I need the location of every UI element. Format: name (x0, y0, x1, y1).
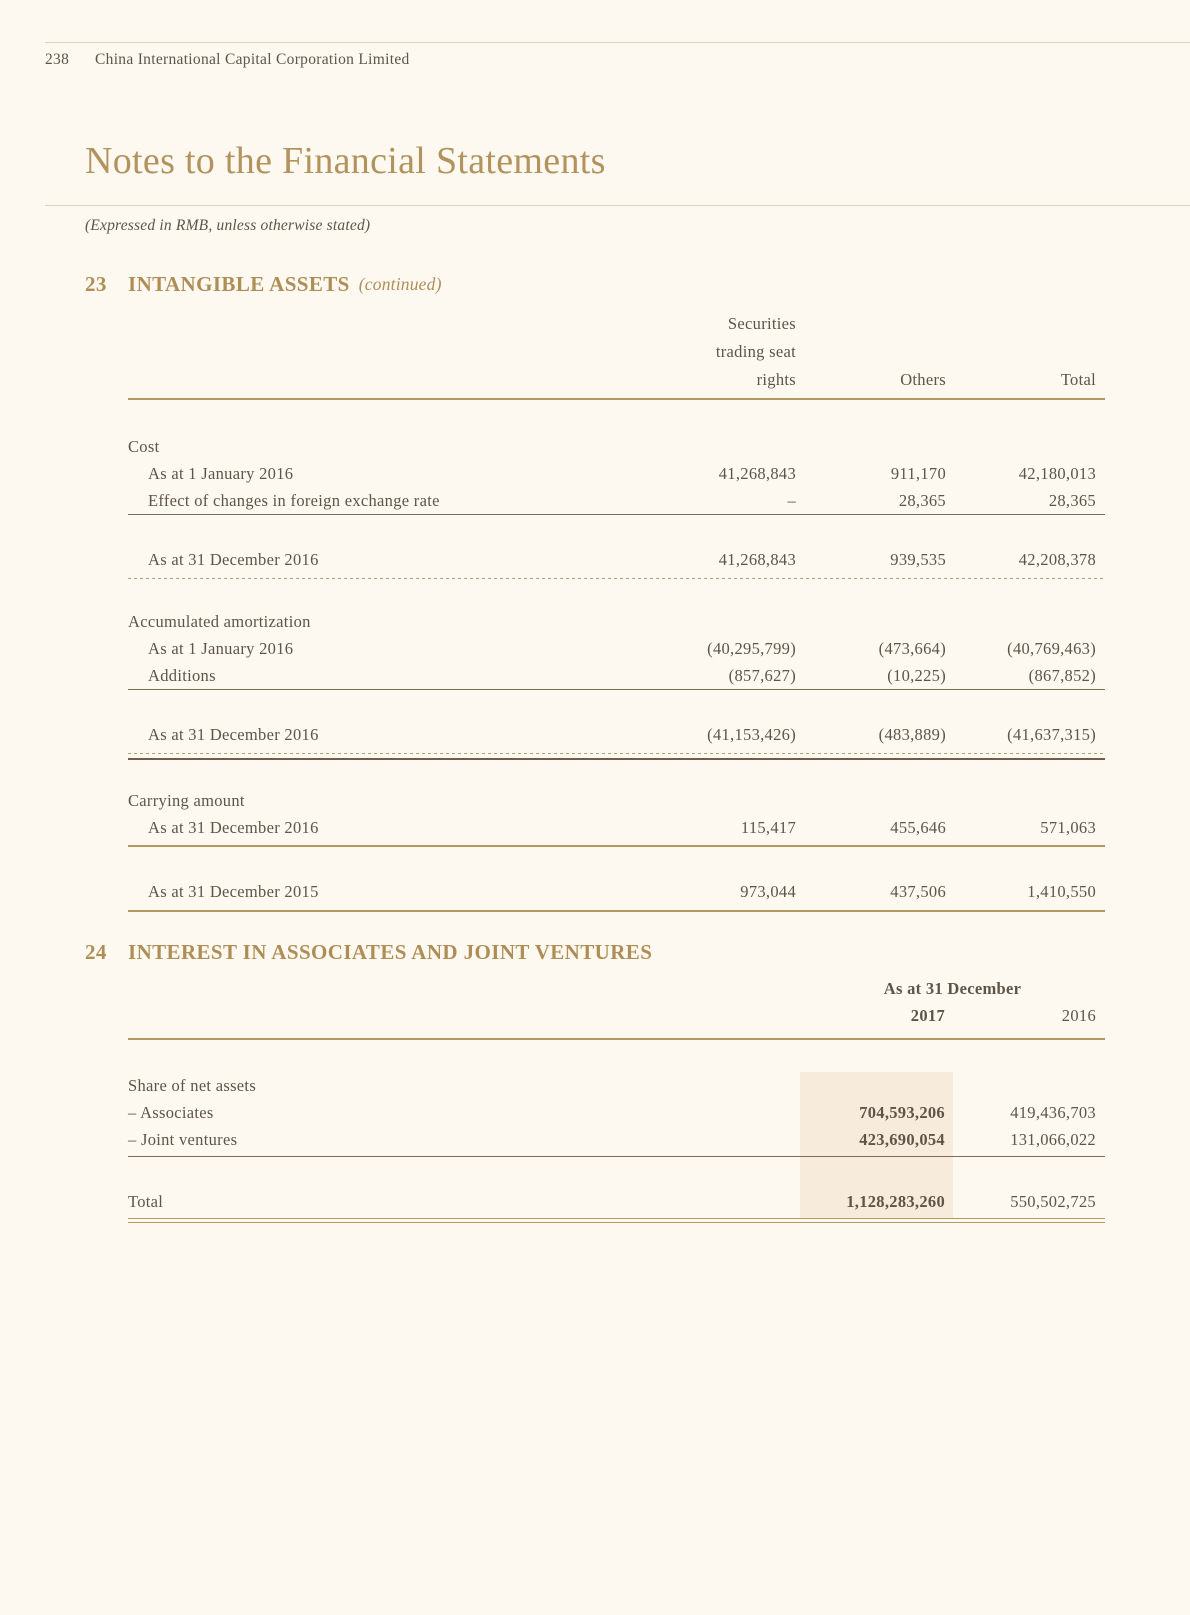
row-label: As at 31 December 2016 (148, 725, 319, 744)
cell-securities: 115,417 (740, 818, 796, 837)
row-label: As at 31 December 2016 (148, 550, 319, 569)
table-row (128, 1126, 1105, 1153)
document-title: Notes to the Financial Statements (85, 140, 606, 182)
row-label: As at 31 December 2016 (148, 818, 319, 837)
cell-others: 911,170 (890, 464, 946, 483)
dashed-rule (128, 578, 1105, 579)
table-column-headers (128, 310, 1105, 398)
cell-others: 437,506 (890, 882, 946, 901)
cell-others: (473,664) (878, 639, 946, 658)
cell-total: 571,063 (1040, 818, 1096, 837)
row-label: As at 31 December 2015 (148, 882, 319, 901)
subtotal-row (128, 546, 1105, 573)
table-header-rule (128, 1038, 1105, 1040)
section-title: INTANGIBLE ASSETS (128, 272, 350, 296)
cell-total: 42,180,013 (1018, 464, 1096, 483)
cell-total: (867,852) (1028, 666, 1096, 685)
table-row (128, 635, 1105, 662)
total-row (128, 1188, 1105, 1215)
col-header-2016: 2016 (1061, 1006, 1096, 1025)
cell-total: (41,637,315) (1007, 725, 1096, 744)
cell-2017: 423,690,054 (859, 1130, 945, 1149)
page-top-rule (45, 42, 1190, 43)
page-header (45, 51, 410, 69)
row-label: – Joint ventures (128, 1130, 238, 1149)
row-label: Effect of changes in foreign exchange rate (148, 491, 440, 510)
col-header-others: Others (900, 370, 946, 389)
section-number: 24 (85, 940, 107, 964)
table-header-rule (128, 398, 1105, 400)
table-row (128, 814, 1105, 841)
col-header-2017: 2017 (910, 1006, 945, 1025)
section-continued-label: (continued) (358, 274, 442, 294)
section-title: INTEREST IN ASSOCIATES AND JOINT VENTURES (128, 940, 653, 964)
section-23-heading (85, 272, 442, 297)
row-label: – Associates (128, 1103, 214, 1122)
table-bottom-double-rule (128, 1218, 1105, 1223)
cell-2016: 419,436,703 (1010, 1103, 1096, 1122)
row-label: Share of net assets (128, 1076, 257, 1095)
group-label-row (128, 608, 1105, 635)
intangible-assets-table (128, 310, 1105, 912)
cell-2017: 1,128,283,260 (846, 1192, 945, 1211)
cell-securities: – (787, 491, 796, 510)
row-rule (128, 514, 1105, 515)
subtotal-row (128, 721, 1105, 748)
cell-2016: 131,066,022 (1010, 1130, 1096, 1149)
cell-others: (10,225) (887, 666, 946, 685)
section-number: 23 (85, 272, 107, 296)
cell-others: 455,646 (890, 818, 946, 837)
currency-note: (Expressed in RMB, unless otherwise stated) (85, 217, 371, 234)
associates-joint-ventures-table (128, 975, 1105, 1223)
table-row (128, 487, 1105, 514)
row-label: Carrying amount (128, 791, 245, 810)
table-row (128, 1099, 1105, 1126)
section-end-rule (128, 758, 1105, 760)
section-24-heading (85, 940, 652, 965)
label-column-spacer (128, 1002, 800, 1029)
row-label: Cost (128, 437, 160, 456)
cell-others: (483,889) (878, 725, 946, 744)
title-underline-rule (45, 205, 1190, 206)
row-label: Accumulated amortization (128, 612, 311, 631)
table-row (128, 662, 1105, 689)
row-label: As at 1 January 2016 (148, 639, 294, 658)
year-header-row (128, 1002, 1105, 1029)
cell-securities: (41,153,426) (707, 725, 796, 744)
cell-securities: 41,268,843 (718, 464, 796, 483)
cell-securities: 973,044 (740, 882, 796, 901)
cell-securities: (857,627) (728, 666, 796, 685)
date-spanner-row (128, 975, 1105, 1002)
col-header-securities-trading-seat-rights: Securities trading seat rights (715, 314, 796, 389)
cell-total: 1,410,550 (1027, 882, 1096, 901)
group-label-row (128, 787, 1105, 814)
row-label: Additions (148, 666, 216, 685)
cell-securities: 41,268,843 (718, 550, 796, 569)
col-header-total: Total (1060, 370, 1096, 389)
cell-total: (40,769,463) (1007, 639, 1096, 658)
table-row (128, 460, 1105, 487)
table-row (128, 878, 1105, 905)
dashed-rule (128, 753, 1105, 754)
row-label: Total (128, 1192, 164, 1211)
cell-total: 28,365 (1048, 491, 1096, 510)
cell-others: 939,535 (890, 550, 946, 569)
company-name: China International Capital Corporation Limited (95, 51, 410, 68)
cell-2017: 704,593,206 (859, 1103, 945, 1122)
label-column-spacer (128, 975, 800, 1002)
group-label-row (128, 433, 1105, 460)
total-rule (128, 845, 1105, 847)
row-label: As at 1 January 2016 (148, 464, 294, 483)
group-label-row (128, 1072, 1105, 1099)
cell-2016: 550,502,725 (1010, 1192, 1096, 1211)
row-rule (128, 689, 1105, 690)
page-number: 238 (45, 51, 70, 68)
cell-securities: (40,295,799) (707, 639, 796, 658)
table-body (128, 1072, 1105, 1218)
col-header-as-at-31-december: As at 31 December (883, 979, 1022, 998)
total-rule (128, 910, 1105, 912)
row-rule (128, 1156, 1105, 1157)
cell-total: 42,208,378 (1018, 550, 1096, 569)
cell-others: 28,365 (898, 491, 946, 510)
